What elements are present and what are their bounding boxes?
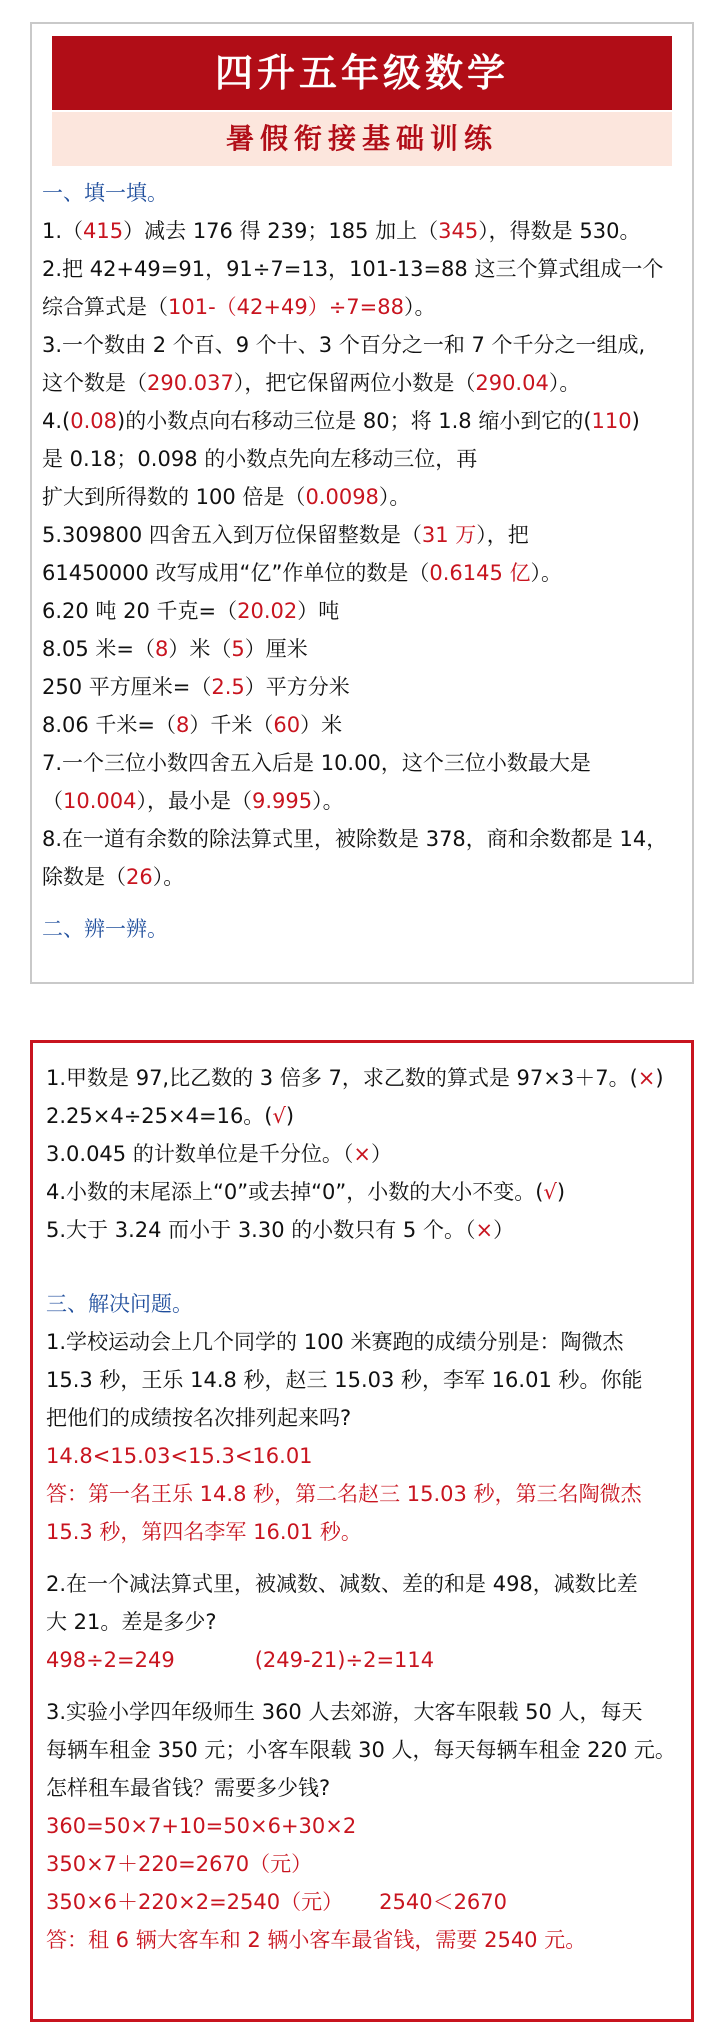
problem-3-answer-5: 答：租 6 辆大客车和 2 辆小客车最省钱，需要 2540 元。 — [46, 1928, 587, 1952]
q1-answer-2: 345 — [438, 219, 479, 243]
question-4-line-2: 是 0.18；0.098 的小数点先向左移动三位，再 — [42, 447, 478, 471]
q6-text-i: ）千米（ — [189, 713, 274, 737]
problem-1-line-1: 1.学校运动会上几个同学的 100 米赛跑的成绩分别是：陶微杰 — [46, 1330, 624, 1354]
q4-text-c: ) — [631, 409, 640, 433]
q6-answer-3: 5 — [231, 637, 245, 661]
judge-3-end: ） — [370, 1142, 392, 1166]
problem-2-line-2: 大 21。差是多少? — [46, 1610, 217, 1634]
q6-answer-4: 2.5 — [211, 675, 245, 699]
judge-4-end: ) — [556, 1180, 566, 1204]
q6-answer-6: 60 — [273, 713, 301, 737]
q1-text-a: 1.（ — [42, 219, 84, 243]
problem-3-answer-3a: 350×6＋220×2=2540（元） — [46, 1890, 344, 1914]
q6-text-h: 8.06 千米=（ — [42, 713, 177, 737]
q1-text-b: ）减去 176 得 239；185 加上（ — [123, 219, 439, 243]
q7-answer-2: 9.995 — [251, 789, 313, 813]
problem-3-line-3: 怎样租车最省钱？需要多少钱? — [46, 1776, 331, 1800]
question-4-line-3 — [42, 478, 692, 516]
problem-3-answer-1: 360=50×7+10=50×6+30×2 — [46, 1814, 357, 1838]
q6-answer-2: 8 — [155, 637, 169, 661]
question-5-line-1 — [42, 516, 692, 554]
q7-answer-1: 10.004 — [63, 789, 137, 813]
q5-answer-1: 31 万 — [421, 523, 477, 547]
q4-text-a: 4.( — [42, 409, 71, 433]
q4-answer-3: 0.0098 — [305, 485, 379, 509]
q5-text-b: ），把 — [476, 523, 529, 547]
question-7-line-1: 7.一个三位小数四舍五入后是 10.00，这个三位小数最大是 — [42, 751, 591, 775]
problem-1-answer-1: 14.8<15.03<15.3<16.01 — [46, 1444, 313, 1468]
problem-1-line-3: 把他们的成绩按名次排列起来吗? — [46, 1406, 352, 1430]
problem-3-answer-2: 350×7＋220=2670（元） — [46, 1852, 313, 1876]
q4-answer-1: 0.08 — [70, 409, 117, 433]
judge-and-problems — [46, 1059, 686, 1959]
q6-text-j: ）米 — [300, 713, 343, 737]
judge-1-mark: × — [637, 1066, 656, 1090]
q4-text-e: ）。 — [378, 485, 411, 509]
problem-3-line-2: 每辆车租金 350 元；小客车限载 30 人，每天每辆车租金 220 元。 — [46, 1738, 676, 1762]
judge-5-text: 5.大于 3.24 而小于 3.30 的小数只有 5 个。（ — [46, 1218, 476, 1242]
fill-in-section — [42, 174, 692, 948]
q3-text-a: 这个数是（ — [42, 371, 147, 395]
q8-text-a: 除数是（ — [42, 865, 126, 889]
judge-3-text: 3.0.045 的计数单位是千分位。（ — [46, 1142, 354, 1166]
section-heading-solve: 三、解决问题。 — [46, 1292, 193, 1316]
question-7-line-2 — [42, 782, 692, 820]
q6-text-e: ）厘米 — [244, 637, 308, 661]
problem-3-answer-3 — [46, 1883, 686, 1921]
q6-text-g: ）平方分米 — [244, 675, 350, 699]
judge-5-mark: × — [475, 1218, 494, 1242]
problem-3-line-1: 3.实验小学四年级师生 360 人去郊游，大客车限载 50 人，每天 — [46, 1700, 643, 1724]
worksheet-card-bottom — [30, 1040, 694, 2022]
q2-answer: 101-（42+49）÷7=88 — [168, 295, 404, 319]
question-8-line-2 — [42, 858, 692, 896]
q5-text-a: 5.309800 四舍五入到万位保留整数是（ — [42, 523, 422, 547]
q5-answer-2: 0.6145 亿 — [429, 561, 531, 585]
problem-2-answer-2: (249-21)÷2=114 — [254, 1648, 435, 1672]
q4-text-d: 扩大到所得数的 100 倍是（ — [42, 485, 306, 509]
judge-4-text: 4.小数的末尾添上“0”或去掉“0”，小数的大小不变。( — [46, 1180, 544, 1204]
section-gap — [42, 896, 692, 910]
q8-text-b: ）。 — [152, 865, 185, 889]
q6-text-d: ）米（ — [168, 637, 232, 661]
question-5-line-2 — [42, 554, 692, 592]
q1-text-c: ），得数是 530。 — [478, 219, 641, 243]
q6-answer-5: 8 — [176, 713, 190, 737]
problem-2-answer — [46, 1641, 686, 1679]
q2-text-a: 综合算式是（ — [42, 295, 168, 319]
problem-1-line-2: 15.3 秒，王乐 14.8 秒，赵三 15.03 秒，李军 16.01 秒。你能 — [46, 1368, 643, 1392]
q8-answer: 26 — [126, 865, 153, 889]
page-title: 四升五年级数学 — [52, 36, 672, 110]
judge-item-2 — [46, 1097, 686, 1135]
q4-answer-2: 110 — [591, 409, 632, 433]
page-subtitle: 暑假衔接基础训练 — [52, 112, 672, 166]
judge-1-end: ) — [655, 1066, 664, 1090]
judge-3-mark: × — [353, 1142, 371, 1166]
judge-item-3 — [46, 1135, 686, 1173]
question-3-line-1: 3.一个数由 2 个百、9 个十、3 个百分之一和 7 个千分之一组成, — [42, 333, 646, 357]
judge-item-5 — [46, 1211, 686, 1249]
q7-text-a: （ — [42, 789, 63, 813]
question-2-line-2 — [42, 288, 692, 326]
q5-text-c: 61450000 改写成用“亿”作单位的数是（ — [42, 561, 430, 585]
question-6-line-1 — [42, 592, 692, 630]
question-1 — [42, 212, 692, 250]
section-gap — [46, 1551, 686, 1565]
judge-item-4 — [46, 1173, 686, 1211]
judge-4-mark: √ — [543, 1180, 557, 1204]
problem-2-line-1: 2.在一个减法算式里，被减数、减数、差的和是 498，减数比差 — [46, 1572, 638, 1596]
problem-1-answer-3: 15.3 秒，第四名李军 16.01 秒。 — [46, 1520, 362, 1544]
q6-text-c: 8.05 米=（ — [42, 637, 156, 661]
section-heading-judge: 二、辨一辨。 — [42, 917, 168, 941]
problem-2-answer-1: 498÷2=249 — [46, 1648, 175, 1672]
q4-text-b: )的小数点向右移动三位是 80；将 1.8 缩小到它的( — [117, 409, 592, 433]
question-6-line-4 — [42, 706, 692, 744]
q5-text-d: ）。 — [530, 561, 562, 585]
question-3-line-2 — [42, 364, 692, 402]
question-6-line-3 — [42, 668, 692, 706]
problem-1-answer-2: 答：第一名王乐 14.8 秒，第二名赵三 15.03 秒，第三名陶微杰 — [46, 1482, 642, 1506]
question-8-line-1: 8.在一道有余数的除法算式里，被除数是 378，商和余数都是 14， — [42, 827, 668, 851]
section-gap — [46, 1249, 686, 1285]
q6-text-a: 6.20 吨 20 千克=（ — [42, 599, 238, 623]
q7-text-b: ），最小是（ — [136, 789, 252, 813]
q6-answer-1: 20.02 — [237, 599, 298, 623]
q3-answer-1: 290.037 — [147, 371, 234, 395]
q1-answer-1: 415 — [83, 219, 124, 243]
q7-text-c: ）。 — [312, 789, 344, 813]
judge-2-end: ) — [285, 1104, 295, 1128]
judge-2-mark: √ — [272, 1104, 286, 1128]
worksheet-card-top — [30, 22, 694, 984]
question-6-line-2 — [42, 630, 692, 668]
judge-item-1 — [46, 1059, 686, 1097]
section-heading-fill: 一、填一填。 — [42, 181, 168, 205]
q6-text-b: ）吨 — [297, 599, 340, 623]
q3-answer-2: 290.04 — [475, 371, 549, 395]
q2-text-b: ）。 — [403, 295, 436, 319]
judge-1-text: 1.甲数是 97,比乙数的 3 倍多 7，求乙数的算式是 97×3＋7。( — [46, 1066, 638, 1090]
judge-2-text: 2.25×4÷25×4=16。( — [46, 1104, 273, 1128]
q3-text-b: ），把它保留两位小数是（ — [233, 371, 476, 395]
q3-text-c: ）。 — [548, 371, 581, 395]
question-2-line-1: 2.把 42+49=91，91÷7=13，101-13=88 这三个算式组成一个 — [42, 257, 664, 281]
problem-3-answer-3b: 2540＜2670 — [379, 1890, 508, 1914]
question-4-line-1 — [42, 402, 692, 440]
judge-5-end: ） — [493, 1218, 515, 1242]
section-gap — [46, 1679, 686, 1693]
q6-text-f: 250 平方厘米=（ — [42, 675, 212, 699]
